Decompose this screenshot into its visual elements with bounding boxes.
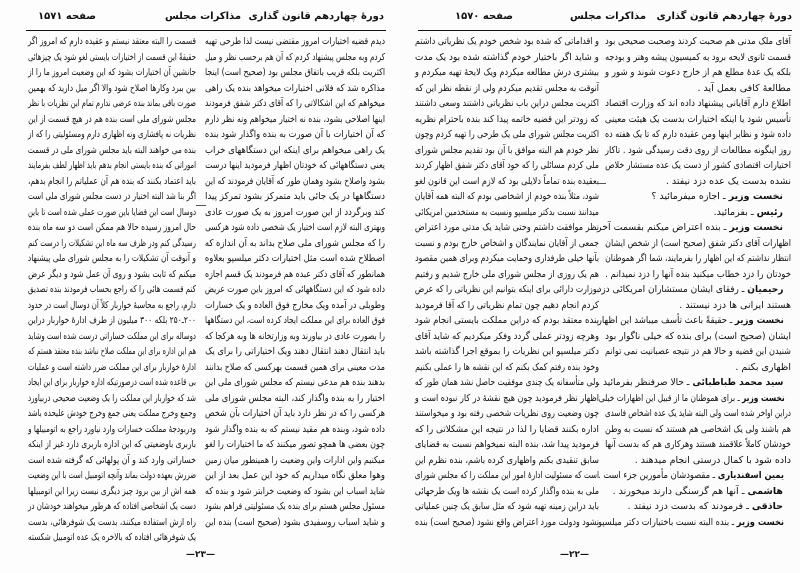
text-line: مجلس شورای ملی است بنده هم در هیچ قسمت از این — [28, 113, 197, 125]
speaker-name: رحیمیان — [747, 284, 784, 295]
text-line: که زودتر این قضیه خاتمه پیدا کند بنده باحترام نظریه — [415, 113, 599, 125]
text-line: و شاید اگر باختیار خودم گذاشته شده بود یک مدت — [415, 51, 599, 63]
text-line: تأسیس شود یا اینکه اختیارات بدست یک هیئت معینی — [604, 113, 791, 125]
text-line: که آن اختیارات با آن صورت به بنده واگذار شود بنده — [204, 129, 385, 140]
text-line: دست یک اشخاصی افتاده که هرطور میخواهند خودشان در — [27, 501, 196, 512]
text-line: قسمت ثانوی لایحه برود به کمیسیون پیشه وهنر و بودجه — [605, 51, 791, 63]
text-line: انتظار نداشتم که این اظهار را بفرمایند، شما اگر هموطنان — [605, 253, 791, 264]
text-line — [605, 189, 791, 205]
text-line: یک راهی میخواهم برای اینکه این دستگاههای خراب — [205, 144, 385, 156]
text-line: دستگاهها در یک جائی باید متمرکز بشود تمرکز پیدا — [205, 191, 385, 202]
text-line: وهوا معلق نگاه میداریم که خود این عمل بعد از این — [205, 470, 385, 481]
text-line: نظر خودم هم البته موافق با آن بود تقدیم مجلس شورای — [415, 144, 599, 156]
text-line: شنیدن این قضیه و حالا هم در نتیجه عصبانیت نمی توانم — [604, 346, 791, 357]
text-line: فرمودید پیدا شد، بنده البته نمیخواهم نسبت به قضایای — [414, 439, 599, 450]
page-title: مذاکرات مجلس — [165, 11, 242, 22]
text-line: باید دراین زمینه تهیه شود که مثل سابق یک چنین عملیاتی — [415, 501, 599, 512]
text-line — [605, 205, 791, 221]
text-line: یعنی دستگاههائی که خودتان اظهار فرمودید اینها درست — [205, 160, 385, 171]
text-line: باید انتقال دهند انتقال دهند ویک اختیاراتی را برای یک — [205, 346, 385, 357]
speech-text: ـ برای هموطنان ما از قبیل این اظهارات خیلی — [598, 392, 743, 404]
text-line — [597, 220, 791, 236]
text-line: همانطور که آقای دکتر عبده هم فرمودند یک قسم اجازه — [204, 268, 385, 280]
text-line: ایشان (صحیح است) برای بنده که خیلی ناگوار بود — [605, 330, 791, 342]
speech-text: ـ اجازه میفرمائید ؟ — [651, 191, 729, 202]
text-line: را بصورت عادی در بیاورند وبه وزارتخانه ها وبه هرکجا که — [204, 330, 385, 342]
speaker-name: حاذقی — [751, 501, 783, 512]
text-line: وجمع وخرج مملکت یعنی جمع وخرج خودش علیحده باشد — [27, 408, 196, 419]
text-line: داده شود با کمال درستی انجام میدهند . — [634, 454, 791, 466]
text-line: بدهند بنده هم مدعی نیستم که مجلس شورای ملی این — [204, 377, 385, 388]
text-line: بآنها خیلی طرفداری وحمایت میکردم وبرای همین مقصود — [415, 253, 599, 264]
text-line — [605, 484, 791, 500]
text-line: چون وضعیت روی نظریات شخصی رفته بود و میخواستند — [415, 408, 599, 419]
speaker-name: نخست وزیر — [728, 191, 783, 202]
text-line: میخواهم که این اشکالاتی را که آقای دکتر شفق فرمودند — [205, 98, 385, 109]
text-line: داده شود که این دستگاههائی که امروز باین صورت عریض — [204, 284, 385, 295]
text-line: اگر بنا شد البته اختیار در دست مجلس شورای ملی است — [28, 191, 196, 202]
text-line: بلکه یک عدهٔ مطلع هم از خارج دعوت شوند و شور و — [605, 67, 791, 78]
text-line: هستند ایرانی ها دزد نیستند . — [679, 299, 791, 311]
text-line: بشود واصلاح بشود وهمان طور که آقایان فرمودند که این — [204, 175, 385, 187]
text-line: هم باشند ولی یک اشخاصی هم هستند که نسبت به وطن — [605, 423, 791, 435]
text-line: فوق العاده برای این مملکت ایجاد کرده است، این دستگاهها — [204, 315, 385, 326]
text-line: جمعی از آقایان نمایندگان و اشخاص خارج بودم و نسبت — [414, 237, 599, 249]
text-line: هم این اداره برای این مملکت صلاح نباشد بنده معتقد هستم که — [28, 346, 196, 357]
header-rule — [26, 30, 386, 31]
text-line: ملی کردم مسائلی را که خود آقای دکتر شفق اظهار کردند — [414, 160, 599, 171]
text-line: بیشتری درش مطالعه میکردم ویک لایحهٔ تهیه میکردم و — [415, 67, 599, 78]
text-line: داده شود و نظایر اینها ومن عقیده دارم که تا یک هفته ده — [604, 129, 791, 140]
text-line: ضررش بعهده دولت بماند وآنچه اتومبیل است با این وضعیت — [27, 470, 197, 481]
header-rule — [418, 30, 792, 31]
text-line: وطویلی در آمده ویک مخارج فوق العاده و یک خسارات — [205, 299, 385, 311]
text-line — [605, 499, 791, 515]
text-line: بنده معتقد بودم که دراین مملکت بایستی انجام شود — [414, 315, 599, 326]
text-line: دوساله برای این مملکت خساراتی درست شده است وشاید — [28, 330, 196, 342]
page-label: صفحه ۱۵۷۰ — [455, 11, 514, 22]
text-line: سابق تنقیدی بکنم واظهاری کرده باشم، بنده نظرم این — [414, 454, 599, 466]
page-label: صفحه ۱۵۷۱ — [38, 11, 97, 22]
text-line: یک شوفرهائی افتاده که بالاخره یک عده اتومبیل شکسته — [28, 532, 196, 543]
text-line: دوسال است این قضایا باین صورت عملی شده است تا باین — [27, 206, 196, 218]
session-label: دورهٔ چهاردهم قانون گذاری — [656, 11, 792, 22]
right-column — [205, 34, 385, 530]
text-line — [597, 313, 791, 329]
text-line: ولی متأسفانه یک چندی موفقیت حاصل نشد همان طور که — [414, 377, 599, 388]
text-line: میدانند نسبت بدکتر میلسپو ونسبت به مستخدمین امریکائی — [415, 206, 599, 218]
text-line: دکتر میلسپو این نظریات را بموقع اجرا گذاشته باشد — [414, 346, 599, 357]
speaker-name: هاشمی — [747, 485, 783, 497]
speech-text: ـ بنده البته نسبت باختیارات دکتر میلسپو — [598, 516, 737, 528]
text-line: خساراتی وارد کند و آن پولهائی که گرفته شده است — [28, 454, 196, 466]
text-line: نظر موافقت داشتم وحتی شاید یک مدتی مورد اعتراض — [414, 222, 599, 233]
text-line: آنوقت به مجلس تقدیم میکردم ولی از نقطه نظر این که — [415, 82, 599, 94]
text-line: وخود بنده رفتم کمک بکنم که این نقشه ها را عملی بکنیم — [415, 361, 599, 373]
text-line: بعقیده بنده تماماً دلایلی بود که لازم است این قانون لغو — [414, 175, 599, 187]
text-line: باید اعتماد بکنند که بنده هم آن عملیاتم را انجام بدهم، — [27, 175, 197, 187]
text-line: و شاید اسباب روسفیدی بشود (صحیح است) بنده این — [205, 516, 385, 528]
text-line: اظهاری بکنم . — [735, 361, 791, 373]
text-line: کردم انجام دهیم چون تمام نظریاتی را که آقا فرمودید — [415, 299, 599, 311]
right-column — [597, 34, 791, 530]
text-line: چون بعضی ها همچو تصور میکنند که ما اختیارات را لغو — [204, 439, 385, 450]
text-line: اداره بکنند قضایا را لذا در نتیجه این مشکلاتی را که — [414, 423, 599, 435]
text-line: کنم قسمت هائی را که راجع بحساب فرمودند بنده تصدیق — [28, 284, 197, 295]
text-line: نشده بدست یک عده دزد نیفتد . — [665, 175, 791, 187]
text-line: کند وبرگردد از این صورت امروز به یک صورت عادی — [205, 206, 385, 218]
left-column — [415, 34, 599, 530]
text-line: ادارهٔ خواربار برای این مملکت ضرر داشته است و عملیات — [27, 361, 196, 373]
text-line: دیدم قضیه اختیارات امروز مقتضی نیست لذا طرحی تهیه — [205, 36, 385, 47]
text-line: شود، مثلاً بنده خودم از اشخاصی بودم که البته همه آقایان — [414, 191, 599, 202]
text-line: خودتان را دزد خطاب میکنید بنده آنها را دزد نمیدانم . — [605, 268, 791, 280]
text-line: ۲۰۰ـ۲۵۰ بلکه ۳۰۰ میلیون از طرف ادارهٔ خواربار دراین — [27, 315, 196, 326]
speaker-name: نخست وزیر — [736, 516, 785, 528]
text-line: روز اینگونه مطالعات از روی دقت رسیدگی شود . تاکار — [605, 144, 791, 156]
text-line: رسیدگی کنم ودر ظرف سه ماه این تشکیلات را درست کنم — [28, 237, 197, 249]
text-line: را که مجلس شورای ملی صلاح بداند به آن اندازه که — [204, 237, 385, 249]
text-line: خودشان کاملاً علاقمند هستند وهرکاری هم که بدست آنها — [605, 439, 791, 450]
text-line: میکنیم واین ادارات واین وضعیت را همینطور میان زمین — [205, 454, 385, 466]
text-line: است که مسئولیت ادارهٔ امور این مملکت را که مجلس شورای — [414, 470, 599, 481]
speech-text: ـ بنده اعتراض میکنم بقسمت آخر — [597, 222, 730, 233]
text-line: مطالعهٔ کافی بعمل آید . — [697, 82, 791, 94]
text-line: صورت باقی بماند بنده عرضی ندارم تمام این نظریات با نظر — [28, 98, 196, 109]
page-number: —۲۲— — [560, 550, 589, 560]
text-line: شد که خواربار این مملکت را یک وضعیت صحیحی دربیاورد — [28, 392, 196, 404]
text-line: ملی به بنده واگذار کرده است یک نقشه ها ویک طرحهائی — [414, 485, 599, 497]
text-line: بوزارت دارائی برای اینکه بتوانیم این نظریاتی را که عرض — [414, 284, 599, 295]
speaker-name: سید محمد طباطبائی — [692, 377, 784, 388]
page-number: —۲۳— — [186, 550, 215, 560]
text-line: مذاکره شد که فلانی اختیارات میخواهد بنده یک راهی — [204, 82, 385, 94]
text-line — [598, 515, 791, 531]
page-title: مذاکرات مجلس — [570, 11, 647, 22]
text-line: اختیار را به بنده واگذار کند، البته مجلس شورای ملی — [204, 392, 385, 404]
text-line: و اقداماتی که شده بود شخص خودم یک نظریاتی داشتم — [414, 36, 599, 47]
text-line: داده شود، وبنده هم مقید نیستم که به بنده واگذار شود — [205, 423, 385, 435]
right-page — [400, 0, 800, 573]
text-line: اختیارات اقتصادی کشور از دست یک عده مستشار خلاص — [605, 160, 791, 171]
speaker-name: رئیس — [756, 206, 783, 218]
text-line: شاید اسباب این بشود که وضعیت خرابتر شود و بنده که — [205, 485, 385, 497]
speech-text: ـ رفقای ایشان مستشاران امریکائی دزد — [597, 284, 748, 295]
text-line — [597, 282, 791, 298]
text-line: مدت معینی برای همین قسمت بهرکسی که صلاح بدانند — [205, 361, 385, 373]
text-line: هم یک روزی از مجلس شورای ملی خارج شدیم و رفتیم — [415, 268, 599, 280]
text-line: نشود ودولت مورد اعتراض واقع نشود (صحیح است) بنده — [414, 516, 599, 528]
text-line — [597, 375, 791, 391]
text-line: باربری باوضعیتی که این اداره باربری دارد غیر از اینکه — [28, 439, 196, 450]
text-line: اکثریت مجلس شورای ملی یک طرحی را تهیه کردم وچون — [415, 129, 599, 140]
text-line: دراین اواخر شده است ولی البته شاید یک عده اشخاص فاسدی — [605, 408, 791, 419]
text-line: اظهار نظر فرمودید چون هیچ نقشهٔ در کار نبوده است و — [414, 392, 599, 404]
text-line: بی قاعده شده است درصورتیکه اداره خواربار برای این ایجاد — [28, 377, 197, 388]
margin-mark — [596, 183, 606, 184]
text-line: میکنم که ثابت بشود و روی آن عمل شود و دیگر عرض — [28, 268, 196, 280]
speech-text: ـ فرمودند که بدست دزد نیفتد . — [627, 501, 752, 512]
text-line: اظهارات آقای دکتر شفق (صحیح است) از شخص ایشان — [605, 237, 791, 249]
speech-text: ـ حقیقةً باعث تأسف میباشد این اظهار — [597, 315, 735, 326]
text-line: ودربودجهٔ مملکت خسارات وارد نیاورد راجع به اتومبیلها و — [28, 423, 196, 435]
text-line: وبهتری البته لازم است اختیار یک شخصی داده شود هرکسی — [205, 222, 385, 233]
text-line: بنده می خواهند البته باید مجلس شورای ملی در قسمت — [27, 144, 196, 156]
text-line: راه ازش استفاده میکنند، بدست یک شوفرهائی، بدست — [28, 516, 197, 528]
text-line: هرکسی را که در نظر دارد باید آن اختیارات بآن شخص — [205, 408, 385, 419]
text-line: آقای ملک مدنی هم صحبت کردند وصحبت صحیحی بود — [605, 36, 791, 47]
speech-text: ـ آنها هم گرسنگی دارند میخورند . — [612, 485, 748, 497]
text-line — [598, 391, 791, 407]
text-line: اکثریت مجلس دراین باب نظریاتی داشتند وسعی داشتند — [414, 98, 599, 109]
text-line: همه اش از بین برود چیز دیگری نیست زیرا این اتومبیلها — [28, 485, 196, 497]
text-line: بین ببرد وکارها اصلاح شود والا اگر میل دارید که بهمین — [27, 82, 197, 94]
margin-mark — [196, 205, 206, 206]
text-line: حقیقةً این قسمت از اختیارات بایستی لغو شود یک چیزهائی — [28, 51, 196, 63]
text-line: دارم، راجع به محاسبهٔ خواربار کلاً آن دوسال است در حدود — [28, 299, 196, 311]
text-line: و آنوقت آن تشکیلات را به مجلس شورای ملی پیشنهاد — [27, 253, 197, 264]
text-line: حال امروز رسیده حالا هم ممکن است دو سه ماه بنده — [27, 222, 197, 233]
text-line: اطلاع دارم آقایانی پیشنهاد داده اند که وزارت اقتصاد — [605, 98, 791, 109]
speech-text: ـ بفرمائید. — [713, 206, 757, 218]
text-line: اموراتی که بنده بایستی انجام بدهم باید اظهار لطف بفرمایند — [28, 160, 196, 171]
text-line: جانشین آن اختیارات بشود که این وضعیت امروز ما را از — [28, 67, 197, 78]
text-line — [598, 468, 791, 484]
speaker-name: نخست وزیر — [742, 392, 785, 404]
text-line: مسئول مجلس هستم برای بنده یک مسئولیتی فراهم بشود — [205, 501, 385, 512]
text-line: اکثریت بلکه قریب باتفاق مجلس بود (صحیح است) اینجا — [204, 67, 385, 78]
left-column — [28, 34, 196, 546]
session-label: دورهٔ چهاردهم قانون گذاری — [248, 11, 384, 22]
speaker-name: یمین اسفندیاری — [717, 470, 785, 481]
text-line: اصطلاح شده است مثل اختیارات دکتر میلسپو بعلاوه — [204, 253, 385, 264]
text-line: نظریات نه پافشاری ونه اظهاری دارم ومسئولیتی را که از — [28, 129, 196, 140]
text-line: وهرچه زودتر عملی گردد وفکر میکردیم که شاید آقای — [415, 330, 599, 342]
text-line: قسمت را البته معتقد نیستم و عقیده دارم که امروز اگر — [27, 36, 196, 47]
text-line: اینها اصلاحی بشود، بنده نه اختیار میخواهم ونه نظر دارم — [204, 113, 385, 125]
text-line: کردم وبه مجلس پیشنهاد کردم که آن هم برحسب نظر و میل — [205, 51, 385, 63]
speech-text: ـ حالا صرفنظر بفرمائید . — [597, 377, 693, 388]
speech-text: ـ مقصودشان مأمورین جزء است . — [598, 470, 718, 481]
speaker-name: نخست وزیر — [734, 315, 784, 326]
speaker-name: نخست وزیر — [729, 222, 784, 233]
